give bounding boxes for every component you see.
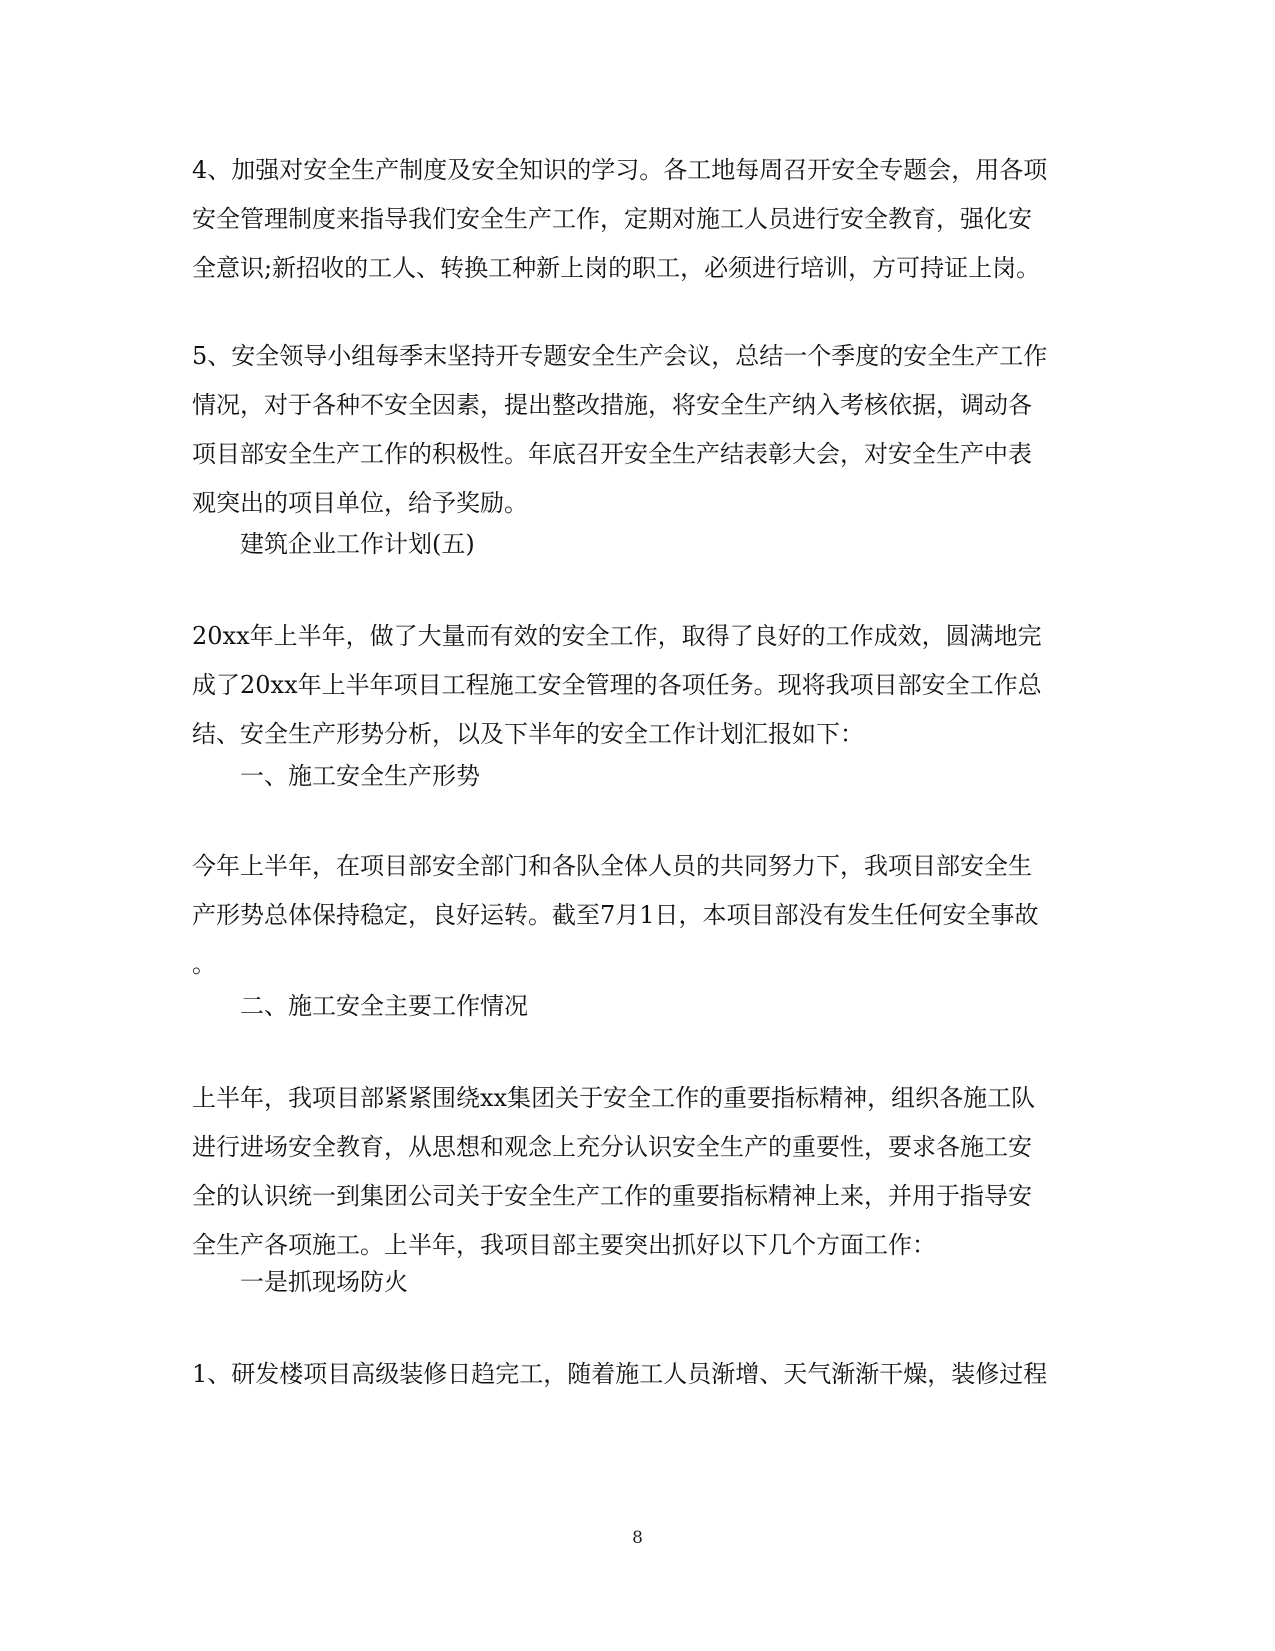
text-line: 4、加强对安全生产制度及安全知识的学习。各工地每周召开安全专题会，用各项 <box>192 156 1048 184</box>
text-line: 安全管理制度来指导我们安全生产工作，定期对施工人员进行安全教育，强化安 <box>192 205 1032 233</box>
subheading-fire <box>192 1258 1092 1307</box>
subheading-2 <box>192 982 1092 1031</box>
paragraph-item-4 <box>192 146 1092 293</box>
text-line: 情况，对于各种不安全因素，提出整改措施，将安全生产纳入考核依据，调动各 <box>192 391 1032 419</box>
text-line: 观突出的项目单位，给予奖励。 <box>192 489 528 517</box>
page-number: 8 <box>632 1528 643 1548</box>
text-line: 进行进场安全教育，从思想和观念上充分认识安全生产的重要性，要求各施工安 <box>192 1133 1032 1161</box>
paragraph-item-5 <box>192 332 1092 528</box>
text-line: 20xx年上半年，做了大量而有效的安全工作，取得了良好的工作成效，圆满地完 <box>192 622 1042 650</box>
text-line: 全意识;新招收的工人、转换工种新上岗的职工，必须进行培训，方可持证上岗。 <box>192 254 1041 282</box>
section-title <box>192 520 1092 569</box>
text-line: 成了20xx年上半年项目工程施工安全管理的各项任务。现将我项目部安全工作总 <box>192 671 1042 699</box>
heading-line: 一是抓现场防火 <box>240 1268 408 1296</box>
work-paragraph <box>192 1074 1092 1270</box>
text-line: 产形势总体保持稳定，良好运转。截至7月1日，本项目部没有发生任何安全事故 <box>192 901 1039 929</box>
text-line: 上半年，我项目部紧紧围绕xx集团关于安全工作的重要指标精神，组织各施工队 <box>192 1084 1036 1112</box>
subheading-1 <box>192 752 1092 801</box>
text-line: 今年上半年，在项目部安全部门和各队全体人员的共同努力下，我项目部安全生 <box>192 852 1032 880</box>
heading-line: 建筑企业工作计划(五) <box>240 530 475 558</box>
text-line: 全生产各项施工。上半年，我项目部主要突出抓好以下几个方面工作： <box>192 1231 936 1259</box>
text-line: 全的认识统一到集团公司关于安全生产工作的重要指标精神上来，并用于指导安 <box>192 1182 1032 1210</box>
text-line: 项目部安全生产工作的积极性。年底召开安全生产结表彰大会，对安全生产中表 <box>192 440 1032 468</box>
paragraph-item-1 <box>192 1350 1092 1399</box>
text-line: 5、安全领导小组每季末坚持开专题安全生产会议，总结一个季度的安全生产工作 <box>192 342 1048 370</box>
situation-paragraph <box>192 842 1092 989</box>
heading-line: 二、施工安全主要工作情况 <box>240 992 528 1020</box>
text-line: 1、研发楼项目高级装修日趋完工，随着施工人员渐增、天气渐渐干燥，装修过程 <box>192 1360 1048 1388</box>
intro-paragraph <box>192 612 1092 759</box>
text-line: 。 <box>192 950 216 978</box>
heading-line: 一、施工安全生产形势 <box>240 762 480 790</box>
text-line: 结、安全生产形势分析，以及下半年的安全工作计划汇报如下： <box>192 720 864 748</box>
